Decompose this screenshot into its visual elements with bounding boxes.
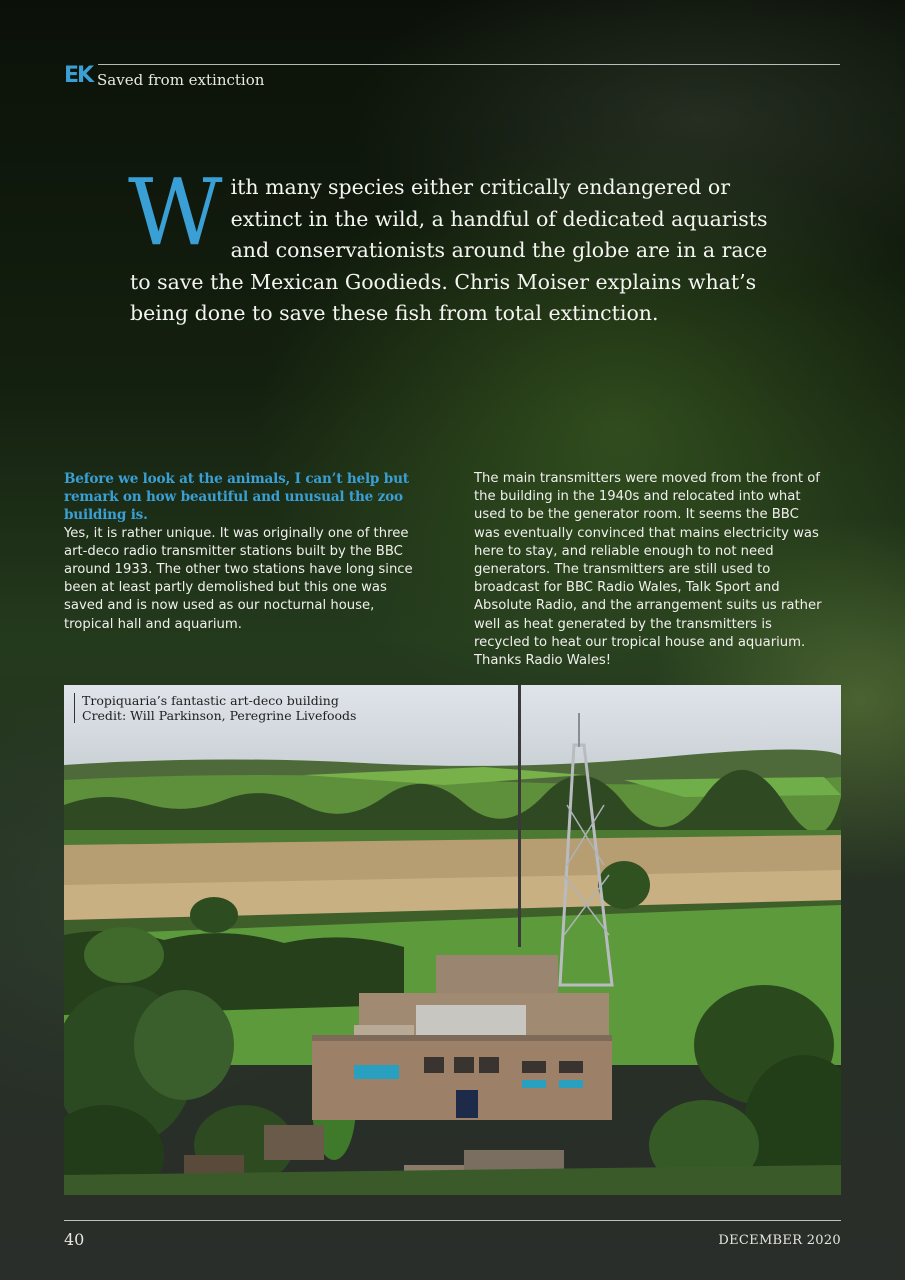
footer-rule <box>64 1220 841 1221</box>
header-rule <box>98 64 840 65</box>
caption-title: Tropiquaria’s fantastic art-deco building <box>82 693 339 708</box>
issue-date: DECEMBER 2020 <box>718 1233 841 1248</box>
interview-answer: Yes, it is rather unique. It was originally one of three art-deco radio transmitter stations built by the BBC around 1933. The other two stations have long since been at least partly demolished but this one was saved and is now used as our nocturnal house, tropical hall and aquarium. <box>64 525 413 632</box>
interview-answer-continued: The main transmitters were moved from the front of the building in the 1940s and relocated into what used to be the generator room. It seems the BBC was eventually convinced that mains electricity was here to stay, and reliable enough to not need generators. The transmitters are still used to broadcast for BBC Radio Wales, Talk Sport and Absolute Radio, and the arrangement suits us rather well as heat generated by the transmitters is recycled to heat our tropical house and aquarium. Thanks Radio Wales! <box>474 471 822 669</box>
page-number: 40 <box>64 1230 85 1249</box>
drop-cap: W <box>128 159 223 266</box>
magazine-logo: EK <box>64 63 93 88</box>
interview-question: Before we look at the animals, I can’t help but remark on how beautiful and unusual the zoo building is. <box>64 471 409 524</box>
section-title: Saved from extinction <box>97 71 265 89</box>
photo-illustration <box>64 685 841 1195</box>
caption-credit: Credit: Will Parkinson, Peregrine Livefoods <box>82 708 357 723</box>
article-column-left <box>64 470 414 634</box>
intro-text: ith many species either critically endangered or extinct in the wild, a handful of dedicated aquarists and conservationists around the globe are in a race to save the Mexican Goodieds. Chris Moiser explains what’s being done to save these fish from total extinction. <box>130 175 768 325</box>
article-column-right <box>474 470 824 670</box>
building-photo <box>64 685 841 1195</box>
photo-caption <box>74 693 356 723</box>
intro-standfirst <box>128 159 770 330</box>
